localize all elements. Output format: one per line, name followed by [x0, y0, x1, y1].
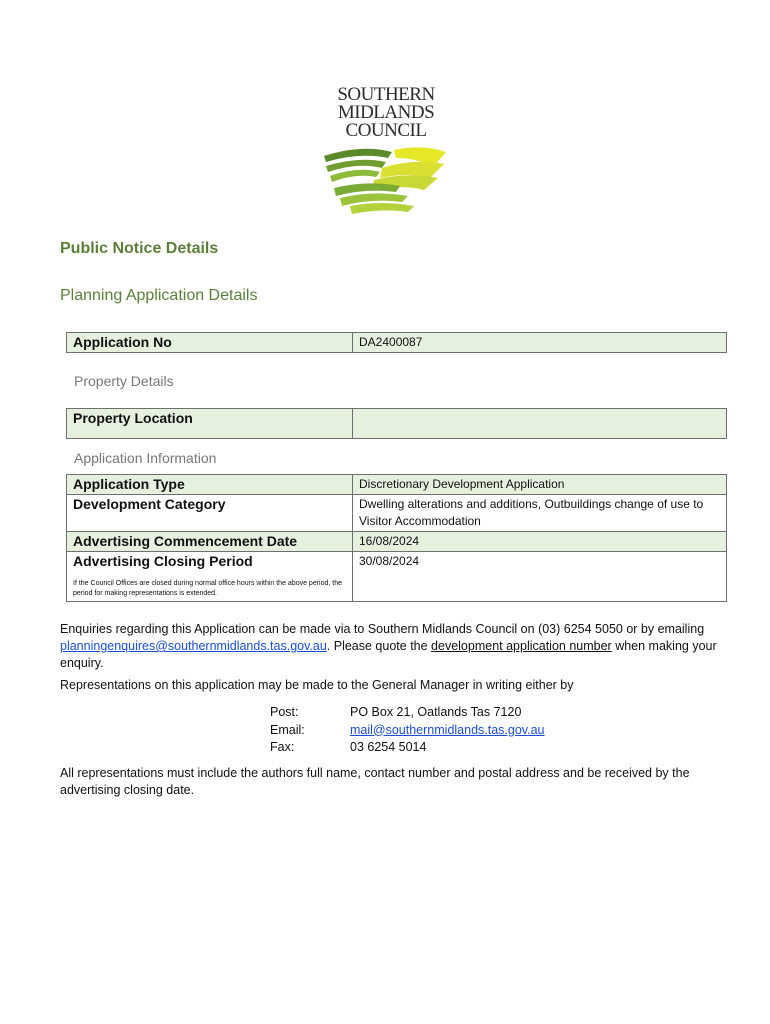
post-label: Post: — [270, 705, 299, 719]
application-type-label: Application Type — [67, 475, 353, 495]
table-row — [67, 532, 727, 552]
public-notice-heading: Public Notice Details — [60, 240, 219, 257]
property-location-value — [353, 409, 727, 439]
enquiries-text-2: . Please quote the — [326, 639, 432, 653]
contact-row-email — [270, 722, 545, 740]
logo-line-3: COUNCIL — [345, 120, 427, 141]
table-row — [67, 475, 727, 495]
closing-period-note: If the Council Offices are closed during normal office hours within the above period, the period for making representations is extended. — [73, 580, 343, 597]
application-type-value: Discretionary Development Application — [353, 475, 727, 495]
planning-application-heading: Planning Application Details — [60, 287, 258, 304]
closing-period-value: 30/08/2024 — [353, 552, 727, 602]
fax-value: 03 6254 5014 — [350, 740, 427, 754]
enquiries-email-link[interactable]: planningenquires@southernmidlands.tas.gov.au — [60, 639, 327, 653]
contact-details — [270, 704, 545, 757]
enquiries-text-1: Enquiries regarding this Application can be made via to Southern Midlands Council on (03) 6254 5050 or by emailing — [60, 622, 705, 636]
table-row — [67, 333, 727, 353]
enquiries-quote-ref: development application number — [431, 639, 612, 653]
property-details-heading: Property Details — [74, 373, 174, 389]
development-category-label: Development Category — [67, 495, 353, 532]
logo-text — [318, 86, 454, 140]
closing-period-label: Advertising Closing Period — [73, 553, 253, 569]
enquiries-paragraph — [60, 621, 730, 672]
logo-line-2: MIDLANDS — [337, 102, 435, 123]
fax-label: Fax: — [270, 740, 295, 754]
commencement-date-label: Advertising Commencement Date — [67, 532, 353, 552]
closing-paragraph: All representations must include the authors full name, contact number and postal address and be received by the advertising closing date. — [60, 766, 690, 797]
representations-paragraph: Representations on this application may be made to the General Manager in writing either by — [60, 678, 574, 692]
closing-period-cell — [67, 552, 353, 602]
council-logo — [318, 86, 454, 216]
application-table — [66, 332, 727, 353]
email-link[interactable]: mail@southernmidlands.tas.gov.au — [350, 722, 545, 737]
post-value: PO Box 21, Oatlands Tas 7120 — [350, 705, 522, 719]
application-information-heading: Application Information — [74, 450, 217, 466]
application-no-label: Application No — [67, 333, 353, 353]
application-no-value: DA2400087 — [353, 333, 727, 353]
table-row — [67, 409, 727, 439]
logo-line-1: SOUTHERN — [337, 84, 435, 105]
table-row — [67, 552, 727, 602]
application-info-table — [66, 474, 727, 602]
table-row — [67, 495, 727, 532]
development-category-value: Dwelling alterations and additions, Outbuildings change of use to Visitor Accommodation — [353, 495, 727, 532]
property-table — [66, 408, 727, 439]
commencement-date-value: 16/08/2024 — [353, 532, 727, 552]
field-stripes-icon — [322, 144, 450, 216]
property-location-label: Property Location — [67, 409, 353, 439]
contact-row-post — [270, 704, 545, 722]
email-label: Email: — [270, 722, 305, 737]
enquiries-text-3: when making your enquiry. — [60, 639, 717, 670]
contact-row-fax — [270, 739, 545, 757]
